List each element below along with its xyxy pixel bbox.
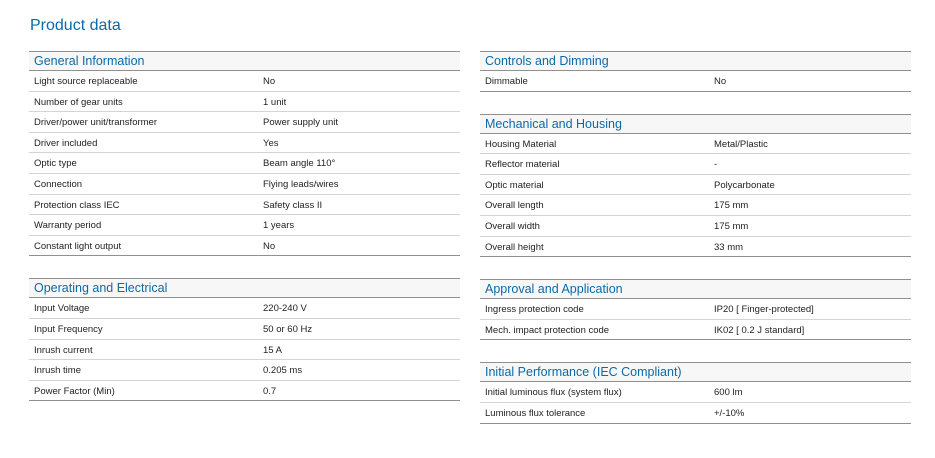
section-title: General Information — [34, 54, 145, 68]
table-row — [29, 319, 460, 340]
row-label: Ingress protection code — [485, 304, 584, 316]
table-row — [29, 71, 460, 92]
section-title: Initial Performance (IEC Compliant) — [485, 365, 682, 380]
row-label: Optic type — [34, 158, 77, 170]
section-gap — [480, 340, 911, 362]
row-label: Inrush current — [34, 344, 93, 356]
section-mechanical-and-housing — [480, 114, 911, 258]
row-label: Input Voltage — [34, 303, 90, 315]
table-row — [29, 340, 460, 361]
section-operating-and-electrical — [29, 278, 460, 401]
table-row — [29, 360, 460, 381]
section-title: Operating and Electrical — [34, 281, 168, 296]
row-label: Driver included — [34, 137, 98, 149]
row-value: +/-10% — [714, 407, 745, 419]
table-row — [480, 71, 911, 92]
row-value: Metal/Plastic — [714, 138, 768, 150]
row-value: - — [714, 159, 718, 171]
row-value: 0.205 ms — [263, 365, 303, 377]
section-approval-and-application — [480, 279, 911, 340]
section-header — [480, 279, 911, 299]
table-row — [480, 216, 911, 237]
row-value: 220-240 V — [263, 303, 307, 315]
table-row — [480, 403, 911, 424]
row-label: Initial luminous flux (system flux) — [485, 387, 622, 399]
row-label: Luminous flux tolerance — [485, 407, 586, 419]
row-label: Driver/power unit/transformer — [34, 117, 158, 129]
row-value: No — [263, 76, 276, 87]
row-value: Beam angle 110° — [263, 158, 336, 170]
row-label: Overall height — [485, 241, 544, 253]
section-initial-performance-iec-compliant — [480, 362, 911, 423]
row-value: 33 mm — [714, 241, 744, 253]
row-label: Light source replaceable — [34, 76, 138, 87]
section-gap — [29, 256, 460, 278]
row-label: Overall length — [485, 200, 544, 212]
table-row — [29, 215, 460, 236]
section-title: Controls and Dimming — [485, 54, 609, 68]
row-label: Dimmable — [485, 76, 528, 87]
page-title: Product data — [30, 17, 121, 34]
row-label: Connection — [34, 178, 83, 190]
table-row — [480, 237, 911, 258]
row-label: Protection class IEC — [34, 199, 120, 211]
row-value: Yes — [263, 137, 279, 149]
row-value: 15 A — [263, 344, 283, 356]
table-row — [480, 195, 911, 216]
section-controls-and-dimming — [480, 51, 911, 92]
row-label: Inrush time — [34, 365, 81, 377]
table-row — [29, 381, 460, 402]
row-value: 175 mm — [714, 200, 749, 212]
row-label: Input Frequency — [34, 323, 103, 335]
section-gap — [480, 257, 911, 279]
row-label: Power Factor (Min) — [34, 385, 115, 397]
table-row — [480, 382, 911, 403]
table-row — [29, 153, 460, 174]
row-value: Polycarbonate — [714, 179, 775, 191]
row-value: 0.7 — [263, 385, 277, 397]
table-row — [480, 154, 911, 175]
row-value: 600 lm — [714, 387, 743, 399]
section-title: Approval and Application — [485, 282, 623, 297]
row-label: Mech. impact protection code — [485, 324, 610, 336]
row-label: Overall width — [485, 220, 540, 232]
section-header — [480, 114, 911, 134]
row-label: Warranty period — [34, 220, 102, 232]
row-value: 1 unit — [263, 96, 287, 108]
row-value: IP20 [ Finger-protected] — [714, 304, 814, 316]
row-value: 50 or 60 Hz — [263, 323, 313, 335]
row-value: IK02 [ 0.2 J standard] — [714, 324, 805, 336]
row-value: 175 mm — [714, 220, 749, 232]
row-value: Flying leads/wires — [263, 178, 339, 190]
table-row — [29, 195, 460, 216]
row-label: Number of gear units — [34, 96, 123, 108]
right-column — [480, 51, 911, 424]
table-row — [29, 236, 460, 257]
table-row — [29, 133, 460, 154]
table-row — [29, 174, 460, 195]
left-column — [29, 51, 460, 401]
section-header — [480, 362, 911, 382]
section-gap — [480, 92, 911, 114]
row-value: No — [714, 76, 727, 87]
row-label: Housing Material — [485, 138, 557, 150]
table-row — [480, 299, 911, 320]
row-label: Constant light output — [34, 240, 122, 252]
table-row — [29, 112, 460, 133]
section-title: Mechanical and Housing — [485, 116, 622, 131]
row-label: Optic material — [485, 179, 544, 191]
row-value: Safety class II — [263, 199, 323, 211]
section-header — [29, 278, 460, 298]
section-header — [29, 51, 460, 71]
row-value: 1 years — [263, 220, 295, 232]
table-row — [480, 134, 911, 155]
row-value: No — [263, 240, 276, 252]
table-row — [29, 92, 460, 113]
table-row — [480, 320, 911, 341]
section-header — [480, 51, 911, 71]
table-row — [480, 175, 911, 196]
row-label: Reflector material — [485, 159, 560, 171]
row-value: Power supply unit — [263, 117, 338, 129]
table-row — [29, 298, 460, 319]
section-general-information — [29, 51, 460, 256]
